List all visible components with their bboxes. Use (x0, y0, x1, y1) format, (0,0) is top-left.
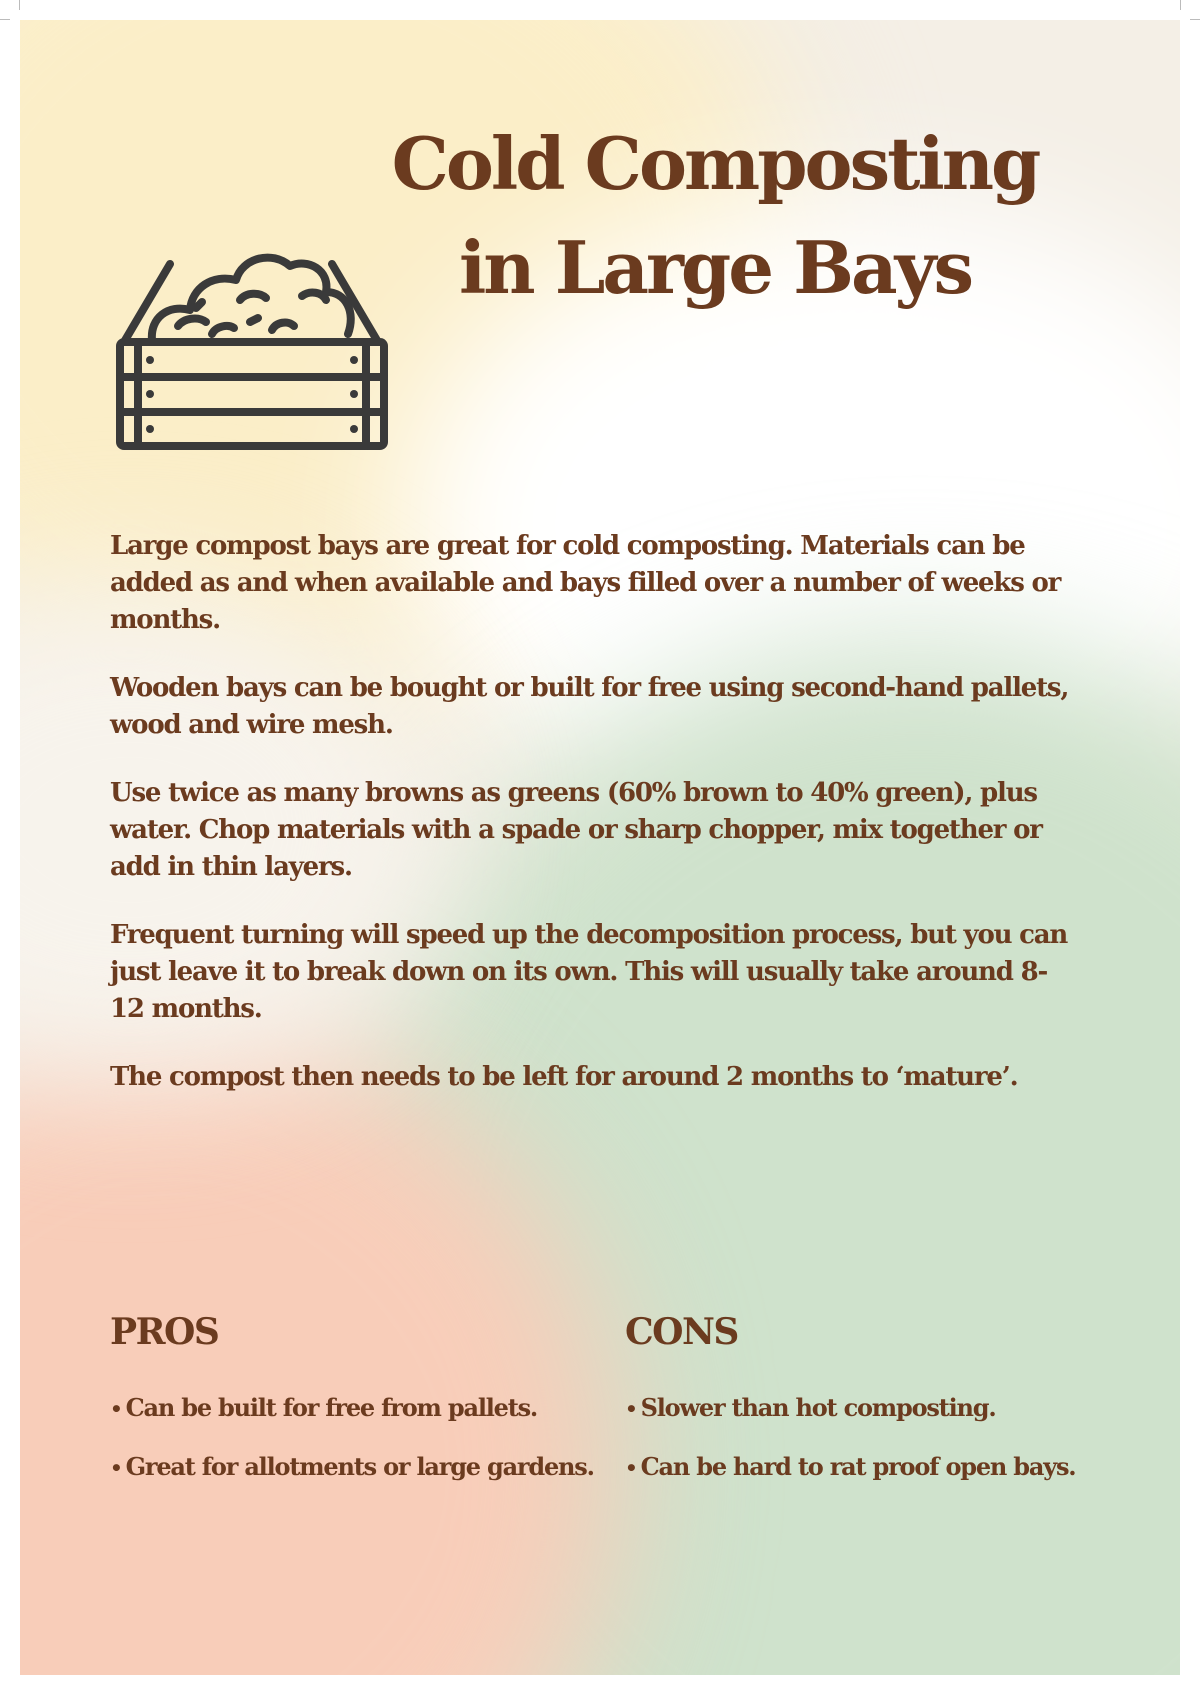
paragraph-intro: Large compost bays are great for cold composting. Materials can be added as and when available and bays filled over a number of weeks or months. (110, 531, 1061, 635)
pros-item-text: Great for allotments or large gardens. (125, 1452, 594, 1481)
pros-list (110, 1392, 630, 1484)
crop-mark-left-top (0, 19, 10, 20)
bullet-icon: • (110, 1456, 122, 1480)
pros-section (110, 1310, 630, 1510)
list-item (110, 1392, 630, 1425)
title-line-2: in Large Bays (458, 225, 972, 310)
pros-heading: PROS (110, 1311, 219, 1353)
list-item (110, 1451, 630, 1484)
crop-mark-top-left (19, 0, 20, 10)
body-text (110, 528, 1070, 1127)
bullet-icon: • (625, 1397, 637, 1421)
list-item (625, 1451, 1145, 1484)
cons-item-text: Slower than hot composting. (640, 1393, 996, 1422)
title-line-1: Cold Composting (391, 121, 1039, 206)
cons-item-text: Can be hard to rat proof open bays. (640, 1452, 1076, 1481)
compost-bay-icon (112, 222, 392, 462)
crop-mark-top-right (1180, 0, 1181, 10)
paragraph-wooden-bays: Wooden bays can be bought or built for free using second-hand pallets, wood and wire mesh. (110, 673, 1069, 740)
cons-list (625, 1392, 1145, 1484)
pros-item-text: Can be built for free from pallets. (125, 1393, 538, 1422)
page-title (355, 112, 1075, 320)
bullet-icon: • (625, 1456, 637, 1480)
cons-section (625, 1310, 1145, 1510)
paragraph-mature: The compost then needs to be left for around 2 months to ‘mature’. (110, 1062, 1018, 1092)
crop-mark-right-top (1190, 19, 1200, 20)
paragraph-browns-greens: Use twice as many browns as greens (60% brown to 40% green), plus water. Chop materials with a spade or sharp chopper, mix together or add in thin layers. (110, 778, 1042, 882)
bullet-icon: • (110, 1397, 122, 1421)
cons-heading: CONS (625, 1311, 738, 1353)
paragraph-turning: Frequent turning will speed up the decomposition process, but you can just leave it to break down on its own. This will usually take around 8-12 months. (110, 920, 1068, 1024)
list-item (625, 1392, 1145, 1425)
